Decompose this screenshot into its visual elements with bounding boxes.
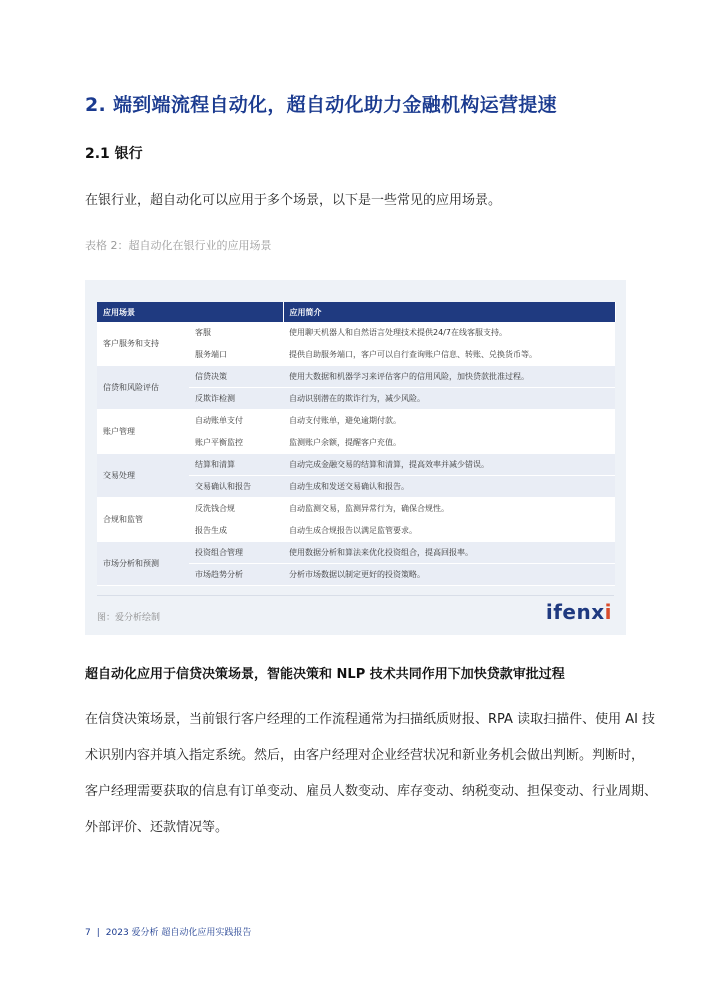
table-header-row	[97, 302, 615, 322]
table-cell-description: 自动生成和发送交易确认和报告。	[283, 476, 615, 498]
table-cell-description: 监测账户余额，提醒客户充值。	[283, 432, 615, 454]
body-line: 术识别内容并填入指定系统。然后，由客户经理对企业经营状况和新业务机会做出判断。判断时，	[85, 748, 645, 763]
body-line: 客户经理需要获取的信息有订单变动、雇员人数变动、库存变动、纳税变动、担保变动、行业周期、	[85, 784, 658, 799]
table-cell-category: 市场分析和预测	[97, 542, 189, 586]
table-cell-subscenario: 客服	[189, 322, 283, 344]
table-cell-subscenario: 反欺诈检测	[189, 388, 283, 410]
table-cell-subscenario: 信贷决策	[189, 366, 283, 388]
table-cell-description: 自动支付账单，避免逾期付款。	[283, 410, 615, 432]
table-header-description: 应用简介	[283, 302, 615, 322]
section-heading: 2. 端到端流程自动化，超自动化助力金融机构运营提速	[85, 94, 557, 116]
banking-scenarios-table	[97, 302, 616, 586]
logo-accent-letter: i	[604, 600, 612, 624]
table-cell-description: 自动监测交易，监测异常行为，确保合规性。	[283, 498, 615, 520]
table-row	[97, 542, 615, 564]
ifenxi-logo	[546, 600, 612, 624]
table-cell-category: 信贷和风险评估	[97, 366, 189, 410]
table-cell-subscenario: 市场趋势分析	[189, 564, 283, 586]
table-cell-subscenario: 交易确认和报告	[189, 476, 283, 498]
table-cell-category: 客户服务和支持	[97, 322, 189, 366]
table-header-scenario: 应用场景	[97, 302, 283, 322]
logo-text: ifenx	[545, 600, 605, 624]
table-cell-subscenario: 账户平衡监控	[189, 432, 283, 454]
table-row	[97, 322, 615, 344]
table-cell-category: 交易处理	[97, 454, 189, 498]
table-cell-description: 使用数据分析和算法来优化投资组合，提高回报率。	[283, 542, 615, 564]
table-caption: 表格 2：超自动化在银行业的应用场景	[85, 239, 272, 252]
body-line: 在信贷决策场景，当前银行客户经理的工作流程通常为扫描纸质财报、RPA 读取扫描件、使用 AI 技	[85, 712, 656, 727]
table-row	[97, 366, 615, 388]
table-cell-subscenario: 报告生成	[189, 520, 283, 542]
table-cell-subscenario: 反洗钱合规	[189, 498, 283, 520]
table-row	[97, 498, 615, 520]
table-row	[97, 454, 615, 476]
page-number: 7	[85, 928, 91, 938]
table-row	[97, 410, 615, 432]
body-line: 外部评价、还款情况等。	[85, 820, 229, 835]
table-cell-description: 使用大数据和机器学习来评估客户的信用风险，加快贷款批准过程。	[283, 366, 615, 388]
figure-source: 图：爱分析绘制	[97, 613, 161, 623]
table-cell-description: 提供自助服务端口，客户可以自行查询账户信息、转账、兑换货币等。	[283, 344, 615, 366]
figure-divider	[97, 595, 614, 596]
table-figure	[85, 280, 626, 635]
table-cell-description: 自动完成金融交易的结算和清算，提高效率并减少错误。	[283, 454, 615, 476]
table-cell-subscenario: 自动账单支付	[189, 410, 283, 432]
table-cell-description: 使用聊天机器人和自然语言处理技术提供24/7在线客服支持。	[283, 322, 615, 344]
table-cell-description: 自动识别潜在的欺诈行为，减少风险。	[283, 388, 615, 410]
table-cell-subscenario: 投资组合管理	[189, 542, 283, 564]
footer-separator: |	[96, 928, 100, 938]
table-cell-subscenario: 服务端口	[189, 344, 283, 366]
table-cell-description: 分析市场数据以制定更好的投资策略。	[283, 564, 615, 586]
paragraph-heading: 超自动化应用于信贷决策场景，智能决策和 NLP 技术共同作用下加快贷款审批过程	[85, 667, 565, 682]
body-paragraph	[85, 702, 658, 846]
table-cell-category: 账户管理	[97, 410, 189, 454]
intro-paragraph: 在银行业，超自动化可以应用于多个场景，以下是一些常见的应用场景。	[85, 193, 502, 208]
footer-title: 2023 爱分析 超自动化应用实践报告	[105, 928, 252, 938]
page-footer	[85, 925, 251, 938]
table-cell-subscenario: 结算和清算	[189, 454, 283, 476]
subsection-heading: 2.1 银行	[85, 146, 143, 162]
table-body	[97, 322, 615, 586]
table-cell-description: 自动生成合规报告以满足监管要求。	[283, 520, 615, 542]
table-cell-category: 合规和监管	[97, 498, 189, 542]
